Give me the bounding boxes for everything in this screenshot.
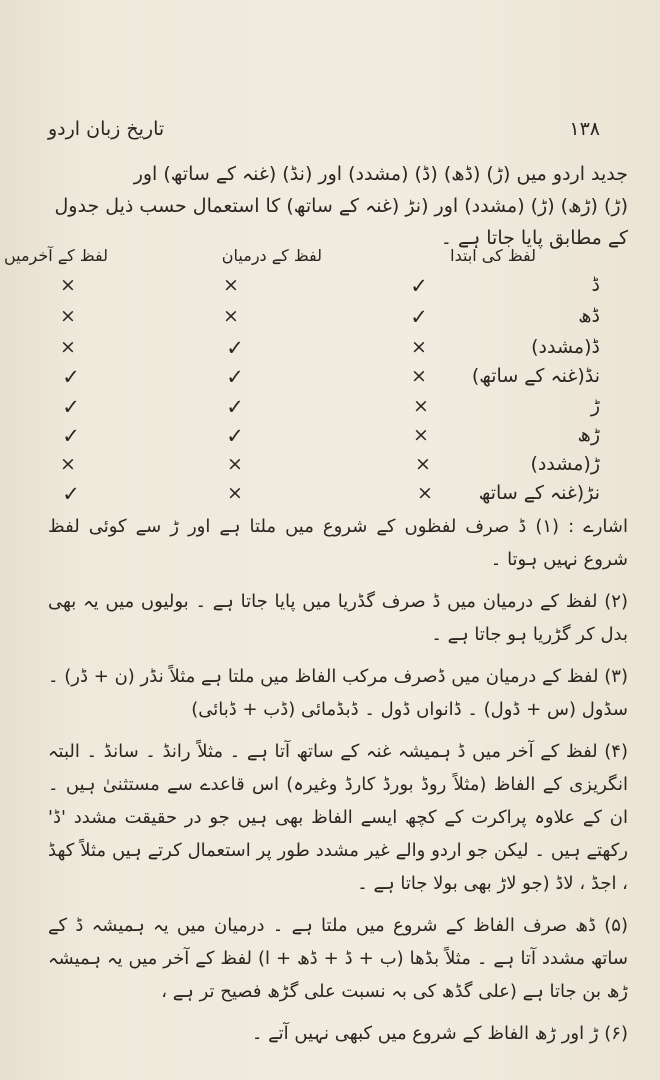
page-header (0, 118, 660, 148)
cell-middle: × (227, 453, 243, 475)
table-row (0, 424, 660, 454)
column-header-middle: لفظ کے درمیان (221, 246, 322, 265)
table-row (0, 336, 660, 366)
table-row (0, 365, 660, 395)
cell-start: ✓ (410, 274, 428, 298)
cell-end: ✓ (62, 395, 80, 419)
cell-middle: ✓ (226, 424, 244, 448)
intro-line: (ڑ) (ڑھ) (ڑ) (مشدد) اور (نڑ (غنہ کے ساتھ) کا استعمال حسب ذیل جدول (54, 195, 628, 217)
cell-middle: ✓ (226, 336, 244, 360)
intro-paragraph (48, 158, 628, 254)
cell-end: ✓ (62, 482, 80, 506)
table-row (0, 305, 660, 335)
row-label: ڈ (591, 274, 600, 296)
note-3: (۳) لفظ کے درمیان میں ڈصرف مرکب الفاظ میں ملتا ہے مثلاً نڈر (ن + ڈر) ۔ سڈول (س + ڈول) ۔ ڈانواں ڈول ۔ ڈبڈمائی (ڈب + ڈبائی) (48, 666, 628, 720)
row-label: نڑ(غنہ کے ساتھ (478, 482, 600, 504)
cell-start: × (417, 482, 433, 504)
note-1: اشارے : (۱) ڈ صرف لفظوں کے شروع میں ملتا ہے اور ڑ سے کوئی لفظ شروع نہیں ہوتا ۔ (48, 516, 628, 570)
cell-start: ✓ (410, 305, 428, 329)
cell-start: × (411, 365, 427, 387)
intro-line: جدید اردو میں (ڑ) (ڈھ) (ڈ) (مشدد) اور (نڈ) (غنہ کے ساتھ) اور (133, 163, 628, 185)
cell-end: × (60, 274, 76, 296)
cell-middle: × (223, 274, 239, 296)
note-2: (۲) لفظ کے درمیان میں ڈ صرف گڈریا میں پایا جاتا ہے ۔ بولیوں میں یہ بھی بدل کر گڑریا ہو جاتا ہے ۔ (48, 591, 628, 645)
column-header-start: لفظ کی ابتدا (450, 246, 536, 265)
note-6: (۶) ڑ اور ڑھ الفاظ کے شروع میں کبھی نہیں آتے ۔ (251, 1023, 628, 1044)
cell-start: × (413, 424, 429, 446)
table-row (0, 482, 660, 512)
row-label: ڑ (590, 395, 600, 417)
row-label: ڑ(مشدد) (530, 453, 600, 475)
cell-end: ✓ (62, 424, 80, 448)
notes-section (48, 510, 628, 1059)
cell-end: × (60, 305, 76, 327)
column-header-end: لفظ کے آخرمیں (3, 246, 108, 265)
table-row (0, 453, 660, 483)
note-5: (۵) ڈھ صرف الفاظ کے شروع میں ملتا ہے ۔ درمیان میں یہ ہمیشہ ڈ کے ساتھ مشدد آتا ہے ۔ مثلاً بڈھا (ب + ڈ + ڈھ + ا) لفظ کے آخر میں یہ ہمیشہ ڑھ بن جاتا ہے (علی گڈھ کی بہ نسبت علی گڑھ فصیح تر ہے ، (48, 915, 628, 1002)
intro-line: کے مطابق پایا جاتا ہے ۔ (440, 227, 628, 249)
row-label: ڈ(مشدد) (531, 336, 600, 358)
cell-middle: ✓ (226, 395, 244, 419)
running-title: تاریخ زبان اردو (48, 118, 165, 140)
table-row (0, 274, 660, 304)
cell-end: × (60, 336, 76, 358)
row-label: ڑھ (577, 424, 600, 446)
table-header (0, 246, 660, 274)
cell-end: × (60, 453, 76, 475)
table-row (0, 395, 660, 425)
cell-start: × (415, 453, 431, 475)
cell-middle: × (223, 305, 239, 327)
cell-end: ✓ (62, 365, 80, 389)
cell-middle: × (227, 482, 243, 504)
row-label: نڈ(غنہ کے ساتھ) (471, 365, 600, 387)
cell-start: × (413, 395, 429, 417)
note-4: (۴) لفظ کے آخر میں ڈ ہمیشہ غنہ کے ساتھ آتا ہے ۔ مثلاً رانڈ ۔ سانڈ ۔ البتہ انگریزی کے الفاظ (مثلاً روڈ بورڈ کارڈ وغیرہ) اس قاعدے سے مستثنیٰ ہیں ۔ ان کے علاوہ پراکرت کے کچھ ایسے الفاظ بھی ہیں جو در حقیقت مشدد 'ڈ' رکھتے ہیں ۔ لیکن جو اردو والے غیر مشدد طور پر استعمال کرتے ہیں مثلاً کھڈ ، اجڈ ، لاڈ (جو لاڑ بھی بولا جاتا ہے ۔ (48, 741, 628, 894)
cell-start: × (411, 336, 427, 358)
page-number: ۱۳۸ (569, 118, 600, 140)
cell-middle: ✓ (226, 365, 244, 389)
row-label: ڈھ (578, 305, 600, 327)
